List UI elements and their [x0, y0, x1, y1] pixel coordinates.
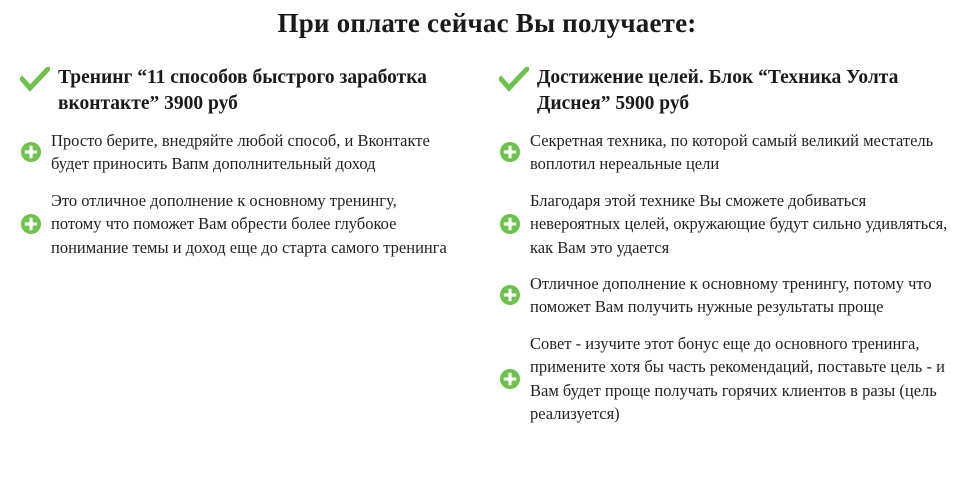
plus-circle-icon [499, 213, 521, 235]
list-item-text: Просто берите, внедряйте любой способ, и Вконтакте будет приносить Вапм дополнительный доход [51, 130, 430, 174]
list-item-text: Это отличное дополнение к основному тренингу, потому что поможет Вам обрести более глубокое понимание темы и доход еще до старта самого тренинга [51, 190, 447, 257]
bonus-column-right [485, 65, 956, 438]
list-item-text: Благодаря этой технике Вы сможете добиваться невероятных целей, окружающие будут сильно удивляться, как Вам это удается [530, 190, 948, 257]
list-item [20, 129, 465, 176]
bonus-column-left [14, 65, 485, 438]
list-item [499, 332, 956, 426]
plus-circle-icon [499, 284, 521, 306]
list-item-text: Отличное дополнение к основному тренингу, потому что поможет Вам получить нужные результаты проще [530, 273, 932, 317]
bonus-header-right [499, 65, 956, 117]
bonus-bullets-left [20, 129, 465, 259]
bonus-bullets-right [499, 129, 956, 426]
list-item [20, 189, 465, 259]
bonus-title: Достижение целей. Блок “Техника Уолта Диснея” 5900 руб [537, 67, 899, 114]
plus-circle-icon [499, 141, 521, 163]
list-item [499, 272, 956, 319]
bonus-columns [0, 65, 974, 438]
plus-circle-icon [20, 213, 42, 235]
list-item [499, 189, 956, 259]
list-item-text: Совет - изучите этот бонус еще до основного тренинга, примените хотя бы часть рекомендаций, поставьте цель - и Вам будет проще получать горячих клиентов в разы (цель реализуется) [530, 333, 945, 424]
bonus-title: Тренинг “11 способов быстрого заработка вконтакте” 3900 руб [58, 67, 427, 114]
check-icon [20, 67, 50, 93]
bonus-header-left [20, 65, 465, 117]
list-item [499, 129, 956, 176]
page-title: При оплате сейчас Вы получаете: [277, 8, 697, 38]
plus-circle-icon [20, 141, 42, 163]
plus-circle-icon [499, 368, 521, 390]
list-item-text: Секретная техника, по которой самый великий местатель воплотил нереальные цели [530, 130, 934, 174]
check-icon [499, 67, 529, 93]
